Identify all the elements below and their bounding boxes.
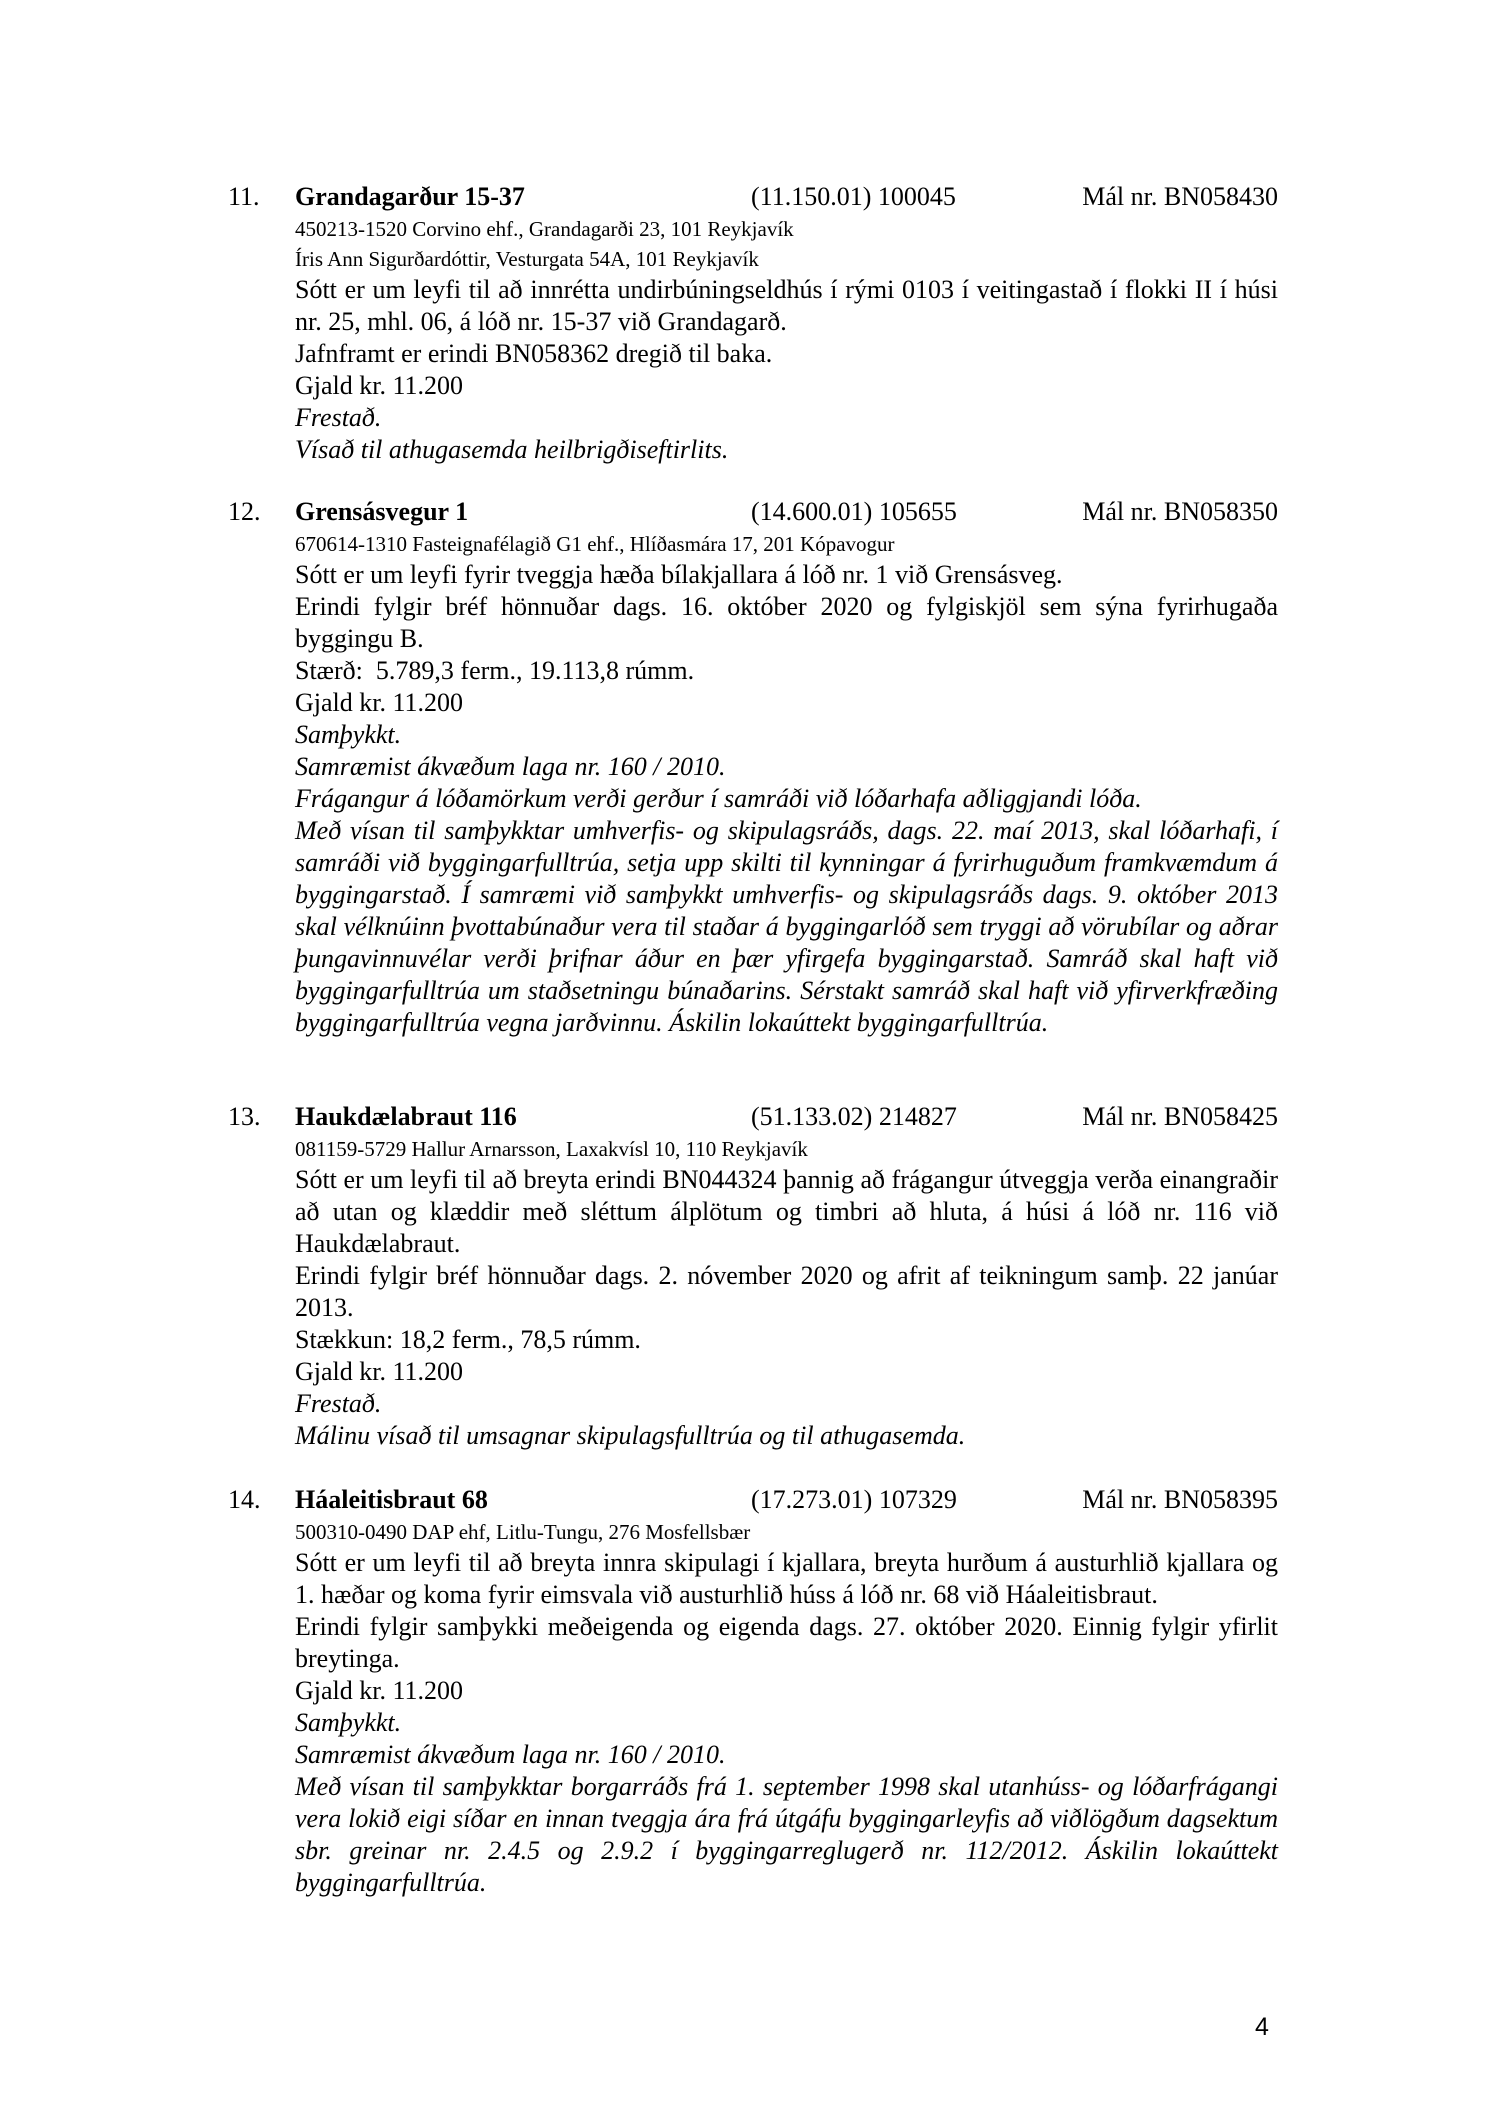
land-code: (11.150.01) 100045: [751, 182, 956, 211]
paragraph: Vísað til athugasemda heilbrigðiseftirlits.: [295, 435, 729, 464]
paragraph: Sótt er um leyfi til að innrétta undirbúningseldhús í rými 0103 í veitingastað í flokki II í húsi nr. 25, mhl. 06, á lóð nr. 15-37 við Grandagarð.: [295, 275, 1278, 336]
decision: Frestað.: [295, 403, 382, 432]
size-line: Stærð: 5.789,3 ferm., 19.113,8 rúmm.: [295, 656, 695, 685]
paragraph: Erindi fylgir bréf hönnuðar dags. 2. nóvember 2020 og afrit af teikningum samþ. 22 janúar 2013.: [295, 1261, 1278, 1322]
fee-line: Gjald kr. 11.200: [295, 1676, 464, 1705]
item-number: 13.: [228, 1102, 261, 1131]
owner-line: Íris Ann Sigurðardóttir, Vesturgata 54A, 101 Reykjavík: [295, 247, 759, 271]
owner-line: 081159-5729 Hallur Arnarsson, Laxakvísl 10, 110 Reykjavík: [295, 1137, 808, 1161]
paragraph: Sótt er um leyfi til að breyta erindi BN044324 þannig að frágangur útveggja verða einangraðir að utan og klæddir með sléttum álplötum og timbri að hluta, á húsi á lóð nr. 116 við Haukdælabraut.: [295, 1165, 1278, 1258]
paragraph: Sótt er um leyfi til að breyta innra skipulagi í kjallara, breyta hurðum á austurhlið kjallara og 1. hæðar og koma fyrir eimsvala við austurhlið húss á lóð nr. 68 við Háaleitisbraut.: [295, 1548, 1278, 1609]
fee-line: Gjald kr. 11.200: [295, 1357, 464, 1386]
fee-line: Gjald kr. 11.200: [295, 688, 464, 717]
agenda-item-12: [228, 495, 1278, 1039]
property-address: Haukdælabraut 116: [295, 1102, 517, 1131]
fee-line: Gjald kr. 11.200: [295, 371, 464, 400]
land-code: (17.273.01) 107329: [751, 1485, 957, 1514]
paragraph: Með vísan til samþykktar umhverfis- og skipulagsráðs, dags. 22. maí 2013, skal lóðarhafi, í samráði við byggingarfulltrúa, setja upp skilti til kynningar á fyrirhuguðum framkvæmdum á byggingarstað. Í samræmi við samþykkt umhverfis- og skipulagsráðs dags. 9. október 2013 skal vélknúinn þvottabúnaður vera til staðar á byggingarlóð sem tryggi að vörubílar og aðrar þungavinnuvélar verði þrifnar áður en þær yfirgefa byggingarstað. Samráð skal haft við byggingarfulltrúa um staðsetningu búnaðarins. Sérstakt samráð skal haft við yfirverkfræðing byggingarfulltrúa vegna jarðvinnu. Áskilin lokaúttekt byggingarfulltrúa.: [295, 816, 1278, 1037]
case-number: Mál nr. BN058425: [1082, 1102, 1278, 1131]
agenda-item-14: [228, 1483, 1278, 1899]
paragraph: Samræmist ákvæðum laga nr. 160 / 2010.: [295, 1740, 726, 1769]
paragraph: Samræmist ákvæðum laga nr. 160 / 2010.: [295, 752, 726, 781]
property-address: Háaleitisbraut 68: [295, 1485, 488, 1514]
page-number: 4: [1255, 2013, 1269, 2041]
property-address: Grandagarður 15-37: [295, 182, 525, 211]
paragraph: Erindi fylgir bréf hönnuðar dags. 16. október 2020 og fylgiskjöl sem sýna fyrirhugaða byggingu B.: [295, 592, 1278, 653]
case-number: Mál nr. BN058395: [1082, 1485, 1278, 1514]
paragraph: Málinu vísað til umsagnar skipulagsfulltrúa og til athugasemda.: [295, 1421, 966, 1450]
land-code: (51.133.02) 214827: [751, 1102, 957, 1131]
decision: Samþykkt.: [295, 1708, 402, 1737]
owner-line: 670614-1310 Fasteignafélagið G1 ehf., Hlíðasmára 17, 201 Kópavogur: [295, 532, 895, 556]
paragraph: Erindi fylgir samþykki meðeigenda og eigenda dags. 27. október 2020. Einnig fylgir yfirlit breytinga.: [295, 1612, 1278, 1673]
land-code: (14.600.01) 105655: [751, 497, 957, 526]
property-address: Grensásvegur 1: [295, 497, 469, 526]
case-number: Mál nr. BN058350: [1082, 497, 1278, 526]
owner-line: 450213-1520 Corvino ehf., Grandagarði 23, 101 Reykjavík: [295, 217, 794, 241]
size-line: Stækkun: 18,2 ferm., 78,5 rúmm.: [295, 1325, 641, 1354]
case-number: Mál nr. BN058430: [1082, 182, 1278, 211]
item-number: 11.: [228, 182, 260, 211]
paragraph: Með vísan til samþykktar borgarráðs frá 1. september 1998 skal utanhúss- og lóðarfrágangi vera lokið eigi síðar en innan tveggja ára frá útgáfu byggingarleyfis að viðlögðum dagsektum sbr. greinar nr. 2.4.5 og 2.9.2 í byggingarreglugerð nr. 112/2012. Áskilin lokaúttekt byggingarfulltrúa.: [295, 1772, 1278, 1897]
paragraph: Sótt er um leyfi fyrir tveggja hæða bílakjallara á lóð nr. 1 við Grensásveg.: [295, 560, 1063, 589]
agenda-item-13: [228, 1100, 1278, 1452]
decision: Frestað.: [295, 1389, 382, 1418]
paragraph: Jafnframt er erindi BN058362 dregið til baka.: [295, 339, 773, 368]
agenda-item-11: [228, 180, 1278, 466]
paragraph: Frágangur á lóðamörkum verði gerður í samráði við lóðarhafa aðliggjandi lóða.: [295, 784, 1142, 813]
item-number: 12.: [228, 497, 261, 526]
owner-line: 500310-0490 DAP ehf, Litlu-Tungu, 276 Mosfellsbær: [295, 1520, 751, 1544]
decision: Samþykkt.: [295, 720, 402, 749]
item-number: 14.: [228, 1485, 261, 1514]
